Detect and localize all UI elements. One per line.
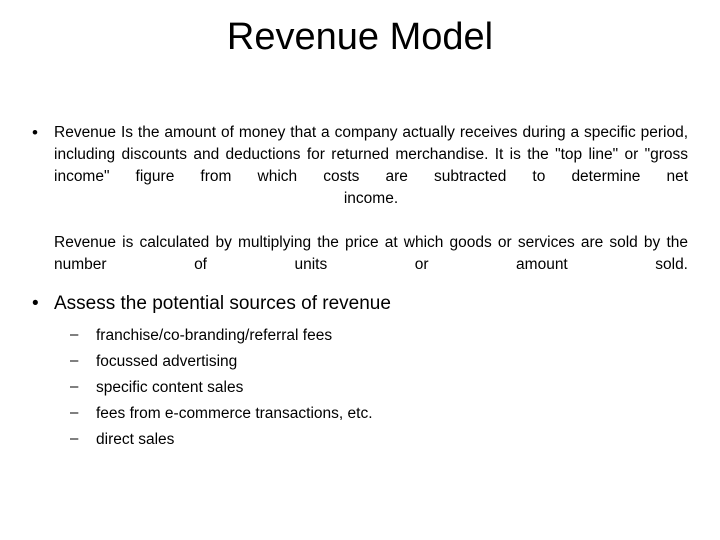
bullet-marker-icon: • xyxy=(32,123,38,142)
dash-marker-icon: – xyxy=(70,430,79,447)
dash-marker-icon: – xyxy=(70,326,79,343)
list-item-label: specific content sales xyxy=(96,379,244,396)
section-spacer xyxy=(32,276,688,290)
bullet-text-block xyxy=(54,122,688,276)
bullet-marker-icon: • xyxy=(32,293,39,314)
paragraph-revenue-definition: Revenue Is the amount of money that a company actually receives during a specific period, including discounts and deductions for returned merchandise. It is the "top line" or "gross income" figure from which costs are subtracted to determine net xyxy=(54,124,688,185)
bullet-item-assess-sources xyxy=(32,290,688,318)
paragraph-revenue-definition-tail: income. xyxy=(343,190,399,207)
revenue-sources-list xyxy=(70,324,688,452)
list-item xyxy=(70,402,688,426)
list-item-label: focussed advertising xyxy=(96,353,238,370)
paragraph-revenue-calculation: Revenue is calculated by multiplying the price at which goods or services are sold by the number of units or amount sold. xyxy=(54,234,688,273)
dash-marker-icon: – xyxy=(70,404,79,421)
list-item-label: franchise/co-branding/referral fees xyxy=(96,327,333,344)
list-item xyxy=(70,324,688,348)
list-item xyxy=(70,376,688,400)
dash-marker-icon: – xyxy=(70,378,79,395)
list-item xyxy=(70,350,688,374)
list-item-label: direct sales xyxy=(96,431,175,448)
list-item xyxy=(70,428,688,452)
dash-marker-icon: – xyxy=(70,352,79,369)
slide-body xyxy=(32,122,688,454)
page-title: Revenue Model xyxy=(226,16,494,58)
bullet-text-assess-sources: Assess the potential sources of revenue xyxy=(54,293,391,314)
list-item-label: fees from e-commerce transactions, etc. xyxy=(96,405,373,422)
paragraph-spacer xyxy=(54,210,688,232)
bullet-item-revenue-definition xyxy=(32,122,688,276)
